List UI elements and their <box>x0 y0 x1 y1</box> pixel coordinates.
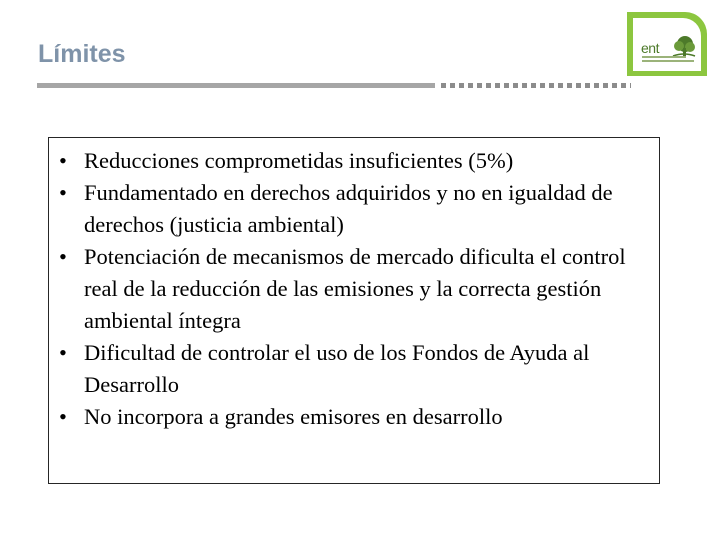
logo-tagline-line-2 <box>642 60 694 62</box>
bullet-text: No incorpora a grandes emisores en desarrollo <box>84 404 503 429</box>
bullet-item <box>59 401 655 433</box>
tree-icon <box>671 34 697 58</box>
bullet-item <box>59 177 655 241</box>
bullet-dot-icon: • <box>59 180 67 205</box>
bullet-list <box>59 145 655 433</box>
bullet-text: Potenciación de mecanismos de mercado dificulta el control real de la reducción de las emisiones y la correcta gestión ambiental íntegra <box>84 244 626 333</box>
bullet-dot-icon: • <box>59 340 67 365</box>
logo-wordmark: ent <box>641 40 659 56</box>
bullet-item <box>59 145 655 177</box>
ent-logo <box>627 12 707 76</box>
bullet-item <box>59 337 655 401</box>
logo-tagline-line-1 <box>642 56 686 58</box>
slide-title: Límites <box>38 40 126 68</box>
bullet-text: Dificultad de controlar el uso de los Fondos de Ayuda al Desarrollo <box>84 340 590 397</box>
title-underline-solid <box>37 83 435 88</box>
bullet-dot-icon: • <box>59 404 67 429</box>
logo-inner-panel <box>633 18 701 71</box>
bullet-dot-icon: • <box>59 148 67 173</box>
bullet-text: Fundamentado en derechos adquiridos y no en igualdad de derechos (justicia ambiental) <box>84 180 613 237</box>
title-underline-dotted <box>441 83 631 88</box>
content-box <box>48 137 660 484</box>
bullet-text: Reducciones comprometidas insuficientes (5%) <box>84 148 514 173</box>
bullet-item <box>59 241 655 337</box>
bullet-dot-icon: • <box>59 244 67 269</box>
